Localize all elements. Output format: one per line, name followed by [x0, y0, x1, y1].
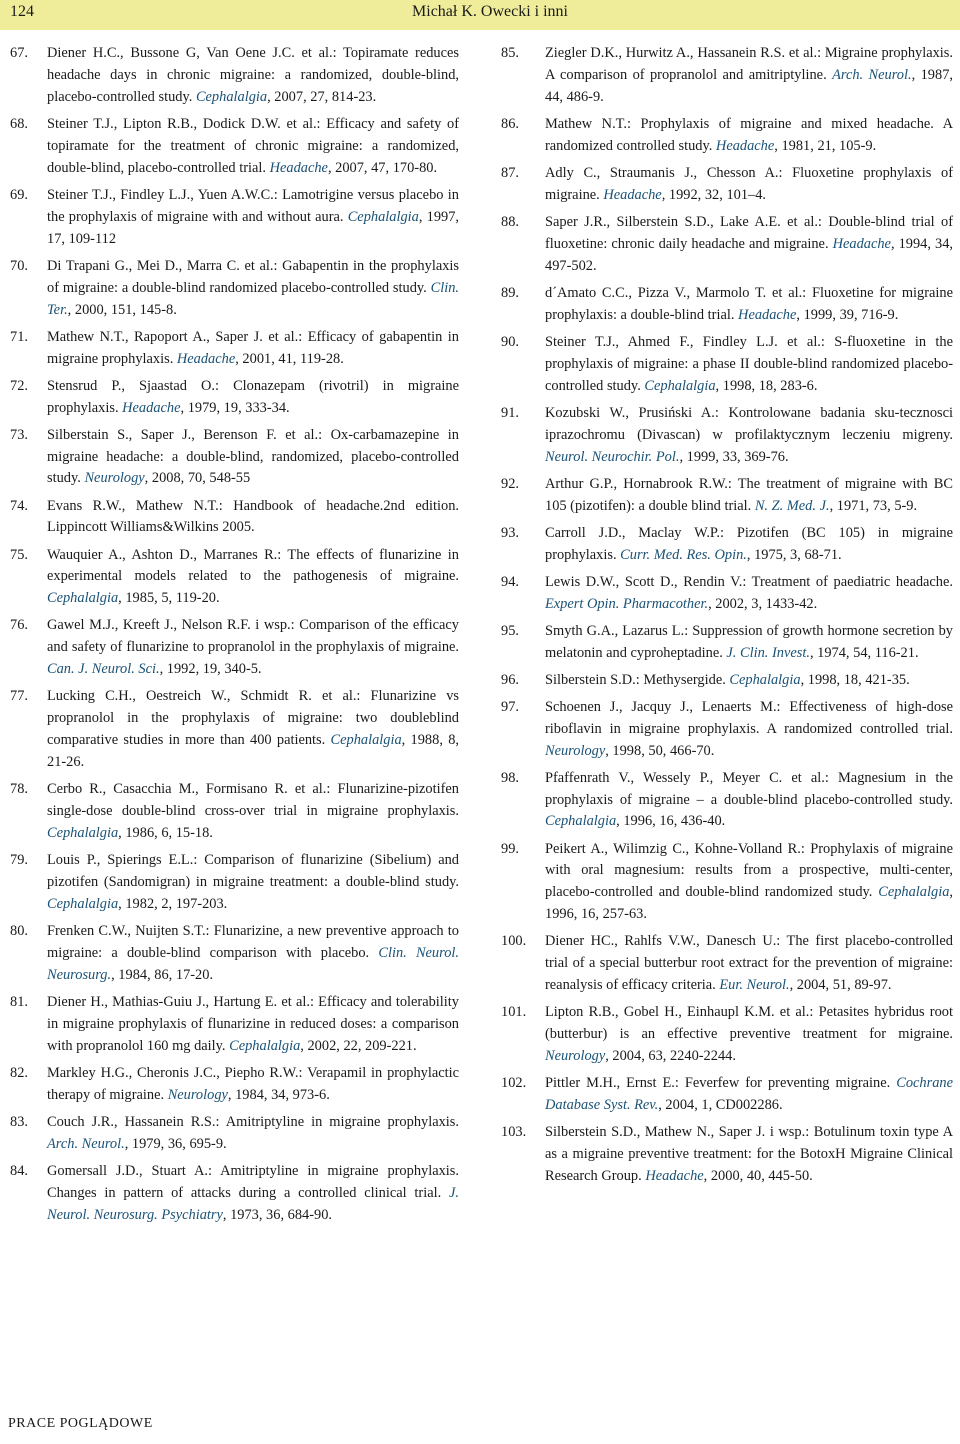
- reference-text: Diener H.C., Bussone G, Van Oene J.C. et al.: Topiramate reduces headache days in chronic migraine: a randomized, double-blind, placebo-controlled study.: [47, 45, 459, 105]
- reference-text: , 1982, 2, 197-203.: [118, 895, 228, 912]
- reference-text: , 2004, 51, 89-97.: [789, 977, 892, 994]
- running-head: Michał K. Owecki i inni: [412, 3, 568, 20]
- reference-number: 81.: [10, 993, 28, 1010]
- reference-item: [10, 850, 459, 916]
- reference-text: Lucking C.H., Oestreich W., Schmidt R. et al.: Flunarizine vs propranolol in the prophylaxis of migraine: two doubleblind comparative studies in more than 400 patients.: [47, 688, 459, 749]
- journal-name: Cephalalgia: [644, 377, 716, 394]
- journal-name: Cephalalgia: [330, 732, 402, 749]
- reference-item: [501, 212, 953, 278]
- reference-number: 82.: [10, 1064, 28, 1081]
- reference-item: [501, 332, 953, 398]
- journal-name: Neurology: [545, 742, 606, 759]
- reference-text: Lewis D.W., Scott D., Rendin V.: Treatment of paediatric headache.: [545, 573, 953, 590]
- journal-name: Cochrane Database Syst. Rev.: [545, 1075, 953, 1114]
- reference-number: 89.: [501, 284, 519, 301]
- journal-name: Headache: [603, 186, 662, 203]
- reference-text: , 1992, 32, 101–4.: [661, 186, 767, 203]
- journal-name: Cephalalgia: [47, 895, 119, 912]
- reference-number: 99.: [501, 840, 519, 857]
- reference-number: 80.: [10, 922, 28, 939]
- reference-item: [501, 114, 953, 158]
- reference-item: [10, 921, 459, 987]
- reference-text: Gawel M.J., Kreeft J., Nelson R.F. i wsp.: Comparison of the efficacy and safety of flunarizine to propranolol in the prophylaxis of migraine.: [47, 617, 459, 656]
- page-footer: [0, 1412, 960, 1444]
- reference-text: , 1986, 6, 15-18.: [118, 824, 213, 841]
- reference-text: Di Trapani G., Mei D., Marra C. et al.: Gabapentin in the prophylaxis of migraine: a double-blind randomized placebo-controlled study.: [47, 257, 459, 296]
- reference-text: , 1998, 18, 283-6.: [715, 377, 818, 394]
- page-number: 124: [10, 3, 34, 20]
- journal-name: Neurology: [84, 470, 145, 487]
- reference-item: [10, 1063, 459, 1107]
- reference-item: [10, 256, 459, 322]
- reference-text: Gomersall J.D., Stuart A.: Amitriptyline in migraine prophylaxis. Changes in pattern of attacks during a controlled clinical trial.: [47, 1162, 459, 1201]
- reference-number: 70.: [10, 257, 28, 274]
- reference-text: Pittler M.H., Ernst E.: Feverfew for preventing migraine.: [545, 1075, 897, 1092]
- journal-name: Clin. Neurol. Neurosurg.: [47, 944, 459, 983]
- reference-text: , 2004, 63, 2240-2244.: [605, 1048, 736, 1065]
- references-right-column: [501, 43, 953, 1193]
- reference-text: , 1974, 54, 116-21.: [809, 644, 919, 661]
- reference-number: 101.: [501, 1004, 527, 1021]
- journal-name: Curr. Med. Res. Opin.: [620, 546, 747, 563]
- reference-number: 98.: [501, 769, 519, 786]
- reference-text: Adly C., Straumanis J., Chesson A.: Fluoxetine prophylaxis of migraine.: [545, 164, 953, 203]
- reference-number: 94.: [501, 573, 519, 590]
- reference-number: 74.: [10, 497, 28, 514]
- reference-text: Silberstein S.D., Mathew N., Saper J. i wsp.: Botulinum toxin type A as a migraine preventive treatment: for the BotoxH Migraine Clinical Research Group.: [545, 1124, 953, 1184]
- journal-name: Clin. Ter.: [47, 279, 459, 318]
- journal-name: Cephalalgia: [47, 824, 119, 841]
- reference-text: , 1996, 16, 257-63.: [545, 884, 953, 923]
- reference-number: 68.: [10, 115, 28, 132]
- reference-item: [10, 376, 459, 420]
- reference-number: 96.: [501, 671, 519, 688]
- reference-item: [501, 697, 953, 763]
- journal-name: Headache: [715, 137, 775, 154]
- reference-text: Schoenen J., Jacquy J., Lenaerts M.: Effectiveness of high-dose riboflavin in migraine prophylaxis. A randomized controlled trial.: [545, 698, 953, 737]
- reference-item: [10, 779, 459, 845]
- reference-item: [10, 43, 459, 109]
- reference-text: , 1992, 19, 340-5.: [159, 661, 262, 678]
- reference-text: Couch J.R., Hassanein R.S.: Amitriptyline in migraine prophylaxis.: [47, 1113, 459, 1130]
- reference-number: 86.: [501, 115, 519, 132]
- journal-name: Headache: [832, 235, 891, 252]
- reference-text: , 1979, 36, 695-9.: [124, 1135, 227, 1152]
- reference-text: , 1998, 50, 466-70.: [605, 742, 715, 759]
- reference-text: Lipton R.B., Gobel H., Einhaupl K.M. et al.: Petasites hybridus root (butterbur) is an effective preventive treatment for migraine.: [545, 1004, 953, 1043]
- reference-text: , 2001, 41, 119-28.: [235, 350, 344, 367]
- reference-item: [501, 1122, 953, 1188]
- reference-item: [10, 185, 459, 251]
- reference-item: [10, 992, 459, 1058]
- reference-text: Diener H., Mathias-Guiu J., Hartung E. et al.: Efficacy and tolerability in migraine prophylaxis of flunarizine in reduced doses: a comparison with propranolol 160 mg daily.: [47, 993, 459, 1054]
- reference-text: Ziegler D.K., Hurwitz A., Hassanein R.S. et al.: Migraine prophylaxis. A comparison of propranolol and amitriptyline.: [545, 45, 953, 83]
- reference-text: , 1997, 17, 109-112: [47, 208, 460, 247]
- reference-text: , 1988, 8, 21-26.: [47, 732, 459, 771]
- reference-number: 79.: [10, 852, 28, 869]
- journal-name: Headache: [176, 350, 236, 367]
- reference-text: Saper J.R., Silberstein S.D., Lake A.E. et al.: Double-blind trial of fluoxetine: chronic daily headache and migraine.: [545, 213, 953, 252]
- reference-item: [10, 327, 459, 371]
- reference-item: [10, 1112, 459, 1156]
- reference-text: , 1999, 33, 369-76.: [679, 448, 789, 465]
- reference-number: 69.: [10, 186, 28, 203]
- reference-item: [501, 1002, 953, 1068]
- reference-text: Evans R.W., Mathew N.T.: Handbook of headache.2nd edition. Lippincott Williams&Wilkins 2005.: [47, 497, 459, 536]
- reference-text: Silberstein S.D.: Methysergide.: [545, 671, 730, 688]
- journal-name: Neurol. Neurochir. Pol.: [545, 448, 680, 465]
- journal-name: Eur. Neurol.: [719, 977, 790, 994]
- reference-number: 102.: [501, 1075, 527, 1092]
- reference-text: , 2000, 40, 445-50.: [703, 1167, 813, 1184]
- reference-text: Steiner T.J., Findley L.J., Yuen A.W.C.: Lamotrigine versus placebo in the prophylaxis of migraine with and without aura.: [47, 186, 459, 225]
- reference-text: , 1979, 19, 333-34.: [180, 399, 290, 416]
- reference-text: Pfaffenrath V., Wessely P., Meyer C. et al.: Magnesium in the prophylaxis of migraine – a double-blind placebo-controlled study.: [545, 769, 953, 808]
- reference-text: , 1971, 73, 5-9.: [829, 497, 918, 514]
- reference-text: , 2000, 151, 145-8.: [67, 301, 177, 318]
- reference-text: Peikert A., Wilimzig C., Kohne-Volland R.: Prophylaxis of migraine with oral magnesium: results from a prospective, multi-center, placebo-controlled and double-blind randomized study.: [545, 840, 953, 901]
- reference-text: Carroll J.D., Maclay W.P.: Pizotifen (BC 105) in migraine prophylaxis.: [545, 524, 953, 563]
- reference-number: 76.: [10, 617, 28, 634]
- reference-text: Diener HC., Rahlfs V.W., Danesch U.: The first placebo-controlled trial of a special butterbur root extract for the prevention of migraine: reanalysis of efficacy criteria.: [545, 933, 953, 994]
- reference-text: Steiner T.J., Ahmed F., Findley L.J. et al.: S-fluoxetine in the prophylaxis of migraine: a phase II double-blind randomized placebo-controlled study.: [545, 333, 953, 394]
- journal-name: Neurology: [167, 1086, 228, 1103]
- reference-text: Wauquier A., Ashton D., Marranes R.: The effects of flunarizine in experimental models related to the pathogenesis of migraine.: [47, 546, 459, 585]
- reference-text: , 2007, 47, 170-80.: [327, 159, 438, 176]
- reference-number: 78.: [10, 781, 28, 798]
- journal-name: Headache: [269, 159, 328, 176]
- reference-text: d´Amato C.C., Pizza V., Marmolo T. et al.: Fluoxetine for migraine prophylaxis: a double-blind trial.: [545, 284, 953, 323]
- reference-item: [501, 839, 953, 927]
- journal-name: Cephalalgia: [229, 1037, 301, 1054]
- journal-name: J. Neurol. Neurosurg. Psychiatry: [47, 1184, 459, 1223]
- journal-name: Neurology: [545, 1048, 606, 1065]
- journal-name: Can. J. Neurol. Sci.: [47, 661, 160, 678]
- reference-text: Steiner T.J., Lipton R.B., Dodick D.W. et al.: Efficacy and safety of topiramate for the treatment of chronic migraine: a randomized, double-blind, placebo-controlled trial.: [47, 115, 459, 176]
- journal-name: Cephalalgia: [347, 208, 419, 225]
- journal-name: Headache: [645, 1167, 704, 1184]
- reference-number: 85.: [501, 45, 519, 61]
- reference-text: , 1987, 44, 486-9.: [545, 66, 953, 105]
- reference-number: 103.: [501, 1124, 527, 1141]
- reference-text: Stensrud P., Sjaastad O.: Clonazepam (rivotril) in migraine prophylaxis.: [47, 377, 459, 416]
- reference-item: [10, 496, 459, 540]
- reference-number: 77.: [10, 688, 28, 705]
- reference-number: 84.: [10, 1162, 28, 1179]
- reference-text: Arthur G.P., Hornabrook R.W.: The treatment of migraine with BC 105 (pizotifen): a double blind trial.: [545, 475, 953, 514]
- reference-number: 100.: [501, 933, 527, 950]
- reference-number: 83.: [10, 1113, 28, 1130]
- reference-item: [10, 425, 459, 491]
- reference-text: Cerbo R., Casacchia M., Formisano R. et al.: Flunarizine-pizotifen single-dose double-blind cross-over trial in migraine prophylaxis.: [47, 781, 459, 820]
- reference-number: 91.: [501, 404, 519, 421]
- reference-item: [501, 163, 953, 207]
- journal-name: Expert Opin. Pharmacother.: [545, 595, 709, 612]
- reference-text: Mathew N.T., Rapoport A., Saper J. et al.: Efficacy of gabapentin in migraine prophylaxis.: [47, 328, 459, 367]
- reference-item: [501, 572, 953, 616]
- journal-name: Cephalalgia: [47, 590, 119, 607]
- reference-text: Kozubski W., Prusiński A.: Kontrolowane badania sku-tecznosci iprazochromu (Divascan) w profilaktycznym leczeniu migreny.: [545, 404, 953, 443]
- reference-text: , 1999, 39, 716-9.: [796, 306, 899, 323]
- reference-item: [501, 931, 953, 997]
- reference-number: 72.: [10, 377, 28, 394]
- journal-name: Headache: [122, 399, 181, 416]
- reference-item: [10, 1161, 459, 1227]
- reference-text: , 2002, 22, 209-221.: [300, 1037, 417, 1054]
- page-header: [0, 0, 960, 30]
- journal-name: J. Clin. Invest.: [726, 644, 810, 661]
- references-left-column: [10, 43, 459, 1232]
- reference-number: 93.: [501, 524, 519, 541]
- reference-text: , 1984, 34, 973-6.: [227, 1086, 330, 1103]
- reference-item: [501, 523, 953, 567]
- reference-text: , 1984, 86, 17-20.: [111, 966, 214, 983]
- reference-number: 73.: [10, 426, 28, 443]
- journal-name: Cephalalgia: [545, 813, 617, 830]
- reference-number: 90.: [501, 333, 519, 350]
- reference-number: 67.: [10, 45, 28, 61]
- journal-name: Arch. Neurol.: [47, 1135, 125, 1152]
- reference-number: 88.: [501, 213, 519, 230]
- reference-text: , 2002, 3, 1433-42.: [708, 595, 818, 612]
- journal-name: Cephalalgia: [195, 88, 268, 105]
- reference-text: , 1985, 5, 119-20.: [118, 590, 220, 607]
- reference-text: Mathew N.T.: Prophylaxis of migraine and mixed headache. A randomized controlled study.: [545, 115, 953, 154]
- reference-item: [501, 283, 953, 327]
- reference-text: Silberstain S., Saper J., Berenson F. et al.: Ox-carbamazepine in migraine headache: a double-blind, randomized, placebo-controlled study.: [47, 426, 459, 487]
- reference-text: , 1998, 18, 421-35.: [800, 671, 910, 688]
- reference-number: 97.: [501, 698, 519, 715]
- reference-text: , 1996, 16, 436-40.: [616, 813, 726, 830]
- reference-text: Smyth G.A., Lazarus L.: Suppression of growth hormone secretion by melatonin and cyproheptadine.: [545, 622, 953, 661]
- reference-item: [501, 768, 953, 834]
- reference-item: [10, 545, 459, 611]
- reference-text: , 1975, 3, 68-71.: [746, 546, 842, 563]
- journal-name: Cephalalgia: [729, 671, 801, 688]
- reference-item: [501, 1073, 953, 1117]
- reference-item: [501, 621, 953, 665]
- reference-text: , 2008, 70, 548-55: [144, 470, 251, 487]
- reference-number: 71.: [10, 328, 28, 345]
- reference-number: 87.: [501, 164, 519, 181]
- reference-text: Markley H.G., Cheronis J.C., Piepho R.W.: Verapamil in prophylactic therapy of migraine.: [47, 1064, 459, 1103]
- reference-text: , 1973, 36, 684-90.: [222, 1206, 332, 1223]
- reference-text: , 2004, 1, CD002286.: [658, 1097, 783, 1114]
- reference-item: [10, 686, 459, 774]
- journal-name: Arch. Neurol.: [832, 66, 912, 83]
- reference-item: [10, 615, 459, 681]
- reference-item: [501, 43, 953, 109]
- journal-name: N. Z. Med. J.: [754, 497, 830, 514]
- reference-text: Louis P., Spierings E.L.: Comparison of flunarizine (Sibelium) and pizotifen (Sandomigran) in migraine treatment: a double-blind study.: [47, 852, 459, 890]
- reference-number: 92.: [501, 475, 519, 492]
- reference-item: [501, 670, 953, 692]
- reference-number: 95.: [501, 622, 519, 639]
- reference-item: [10, 114, 459, 180]
- reference-text: Frenken C.W., Nuijten S.T.: Flunarizine, a new preventive approach to migraine: a double-blind comparison with placebo.: [47, 922, 459, 961]
- journal-name: Cephalalgia: [878, 884, 950, 901]
- section-label: PRACE POGLĄDOWE: [8, 1416, 153, 1431]
- reference-item: [501, 474, 953, 518]
- reference-text: , 2007, 27, 814-23.: [267, 88, 377, 105]
- reference-text: , 1994, 34, 497-502.: [545, 235, 953, 274]
- journal-name: Headache: [738, 306, 797, 323]
- reference-text: , 1981, 21, 105-9.: [774, 137, 877, 154]
- reference-number: 75.: [10, 546, 28, 563]
- reference-item: [501, 403, 953, 469]
